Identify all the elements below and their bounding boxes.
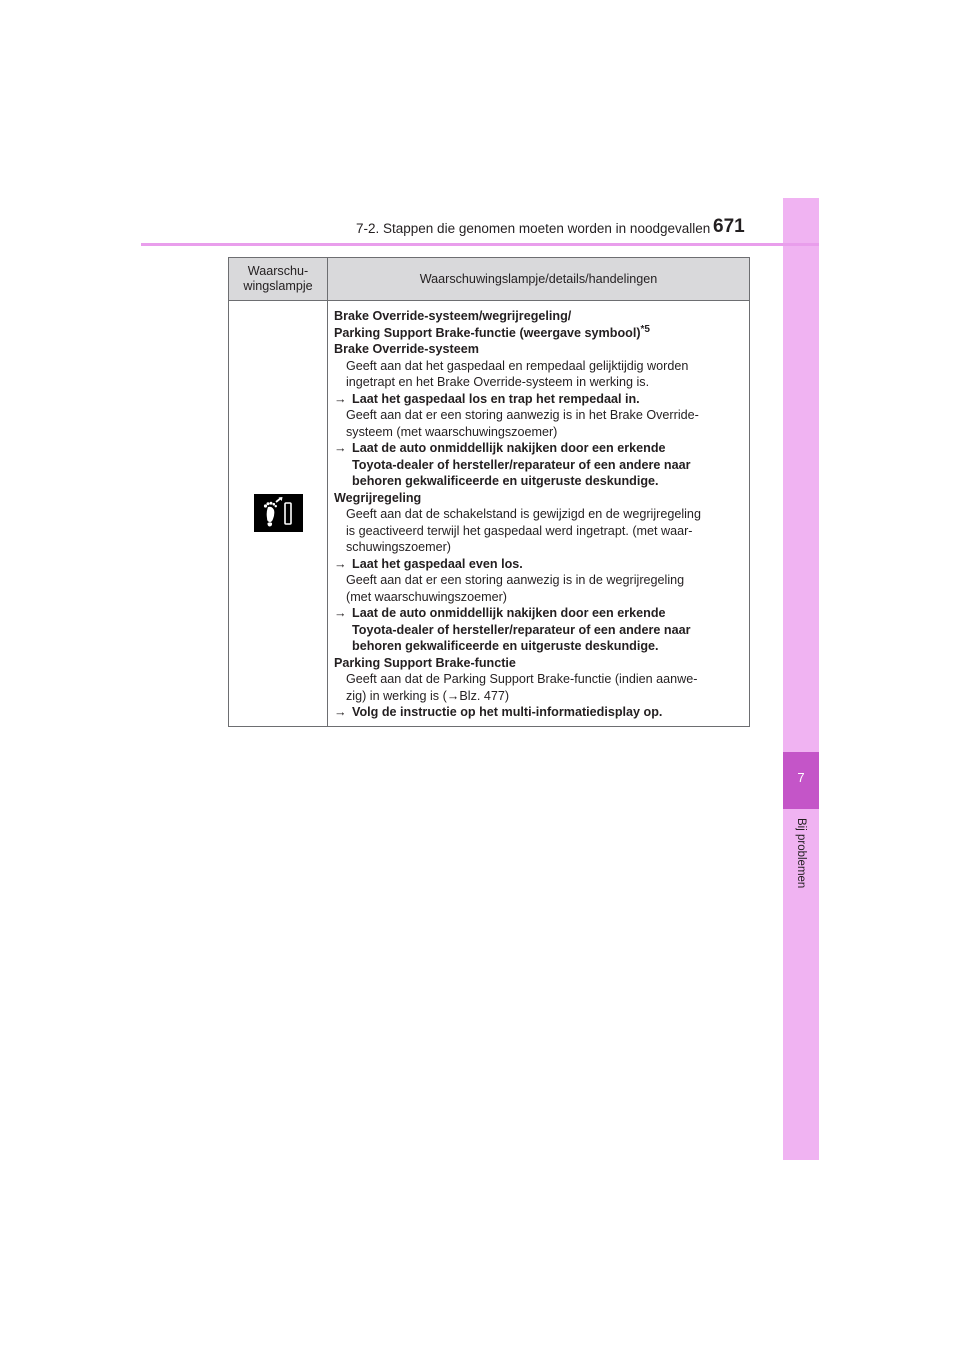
section-heading-parking-support-brake: Parking Support Brake-functie: [334, 655, 516, 670]
description-text: [334, 688, 741, 705]
action-instruction: [334, 605, 741, 622]
column-header-details: Waarschuwingslampje/details/handelingen: [328, 258, 750, 301]
action-text: Laat de auto onmiddellijk nakijken door een erkende: [352, 606, 666, 620]
footnote-reference: *5: [640, 323, 650, 335]
action-text: Laat het gaspedaal even los.: [352, 556, 523, 571]
chapter-side-tab: [783, 198, 819, 1160]
arrow-icon: →: [334, 391, 347, 406]
section-heading-wegrijregeling: Wegrijregeling: [334, 490, 422, 505]
chapter-title-text: Bij problemen: [795, 818, 807, 889]
description-text: Geeft aan dat de schakelstand is gewijzigd en de wegrijregeling: [346, 507, 701, 521]
table-header-row: [229, 258, 750, 301]
arrow-icon: →: [446, 688, 460, 703]
description-text: Geeft aan dat er een storing aanwezig is in het Brake Override-: [346, 408, 699, 422]
column-header-lamp-line2: wingslampje: [243, 279, 313, 293]
table-row: [229, 301, 750, 727]
action-instruction: [334, 440, 741, 457]
entry-title-text: Parking Support Brake-functie (weergave symbool): [334, 325, 641, 340]
arrow-icon: →: [334, 606, 347, 620]
page-reference-link[interactable]: Blz. 477): [459, 688, 510, 703]
lamp-icon-cell: [229, 301, 328, 727]
action-instruction: [334, 556, 741, 573]
description-text-prefix: zig) in werking is (: [346, 688, 447, 703]
description-text: Geeft aan dat de Parking Support Brake-functie (indien aanwe-: [346, 672, 698, 686]
entry-title-line1: Brake Override-systeem/wegrijregeling/: [334, 309, 572, 323]
description-text: ingetrapt en het Brake Override-systeem in werking is.: [346, 375, 650, 389]
column-header-lamp-line1: Waarschu-: [247, 264, 309, 278]
section-title: 7-2. Stappen die genomen moeten worden in noodgevallen: [356, 221, 711, 236]
page-number: 671: [713, 216, 745, 237]
details-cell: [328, 301, 750, 727]
chapter-number: 7: [797, 770, 805, 785]
arrow-icon: →: [334, 705, 347, 719]
action-instruction: [334, 391, 741, 408]
action-text: Toyota-dealer of hersteller/reparateur of een andere naar: [352, 622, 691, 637]
action-text: Laat de auto onmiddellijk nakijken door een erkende: [352, 441, 666, 455]
warning-light-table: [228, 257, 750, 727]
action-text: Toyota-dealer of hersteller/reparateur of een andere naar: [352, 457, 691, 472]
description-text: (met waarschuwingszoemer): [346, 589, 507, 604]
description-text: Geeft aan dat het gaspedaal en rempedaal gelijktijdig worden: [346, 358, 689, 373]
column-header-lamp: [229, 258, 328, 301]
description-text: systeem (met waarschuwingszoemer): [346, 424, 558, 439]
section-heading-brake-override: Brake Override-systeem: [334, 342, 479, 356]
arrow-icon: →: [334, 556, 347, 571]
entry-title-line2: [334, 325, 741, 342]
action-text: Volg de instructie op het multi-informatiedisplay op.: [352, 705, 663, 719]
description-text: schuwingszoemer): [346, 540, 451, 554]
action-text: Laat het gaspedaal los en trap het rempedaal in.: [352, 391, 640, 406]
brake-override-foot-pedal-icon: [254, 494, 303, 532]
action-instruction: [334, 704, 741, 721]
action-text: behoren gekwalificeerde en uitgeruste deskundige.: [352, 474, 659, 488]
chapter-title: [783, 818, 819, 918]
description-text: is geactiveerd terwijl het gaspedaal werd ingetrapt. (met waar-: [346, 523, 693, 538]
description-text: Geeft aan dat er een storing aanwezig is in de wegrijregeling: [346, 573, 685, 587]
header-rule: [141, 243, 819, 246]
action-text: behoren gekwalificeerde en uitgeruste deskundige.: [352, 639, 659, 653]
arrow-icon: →: [334, 441, 347, 455]
